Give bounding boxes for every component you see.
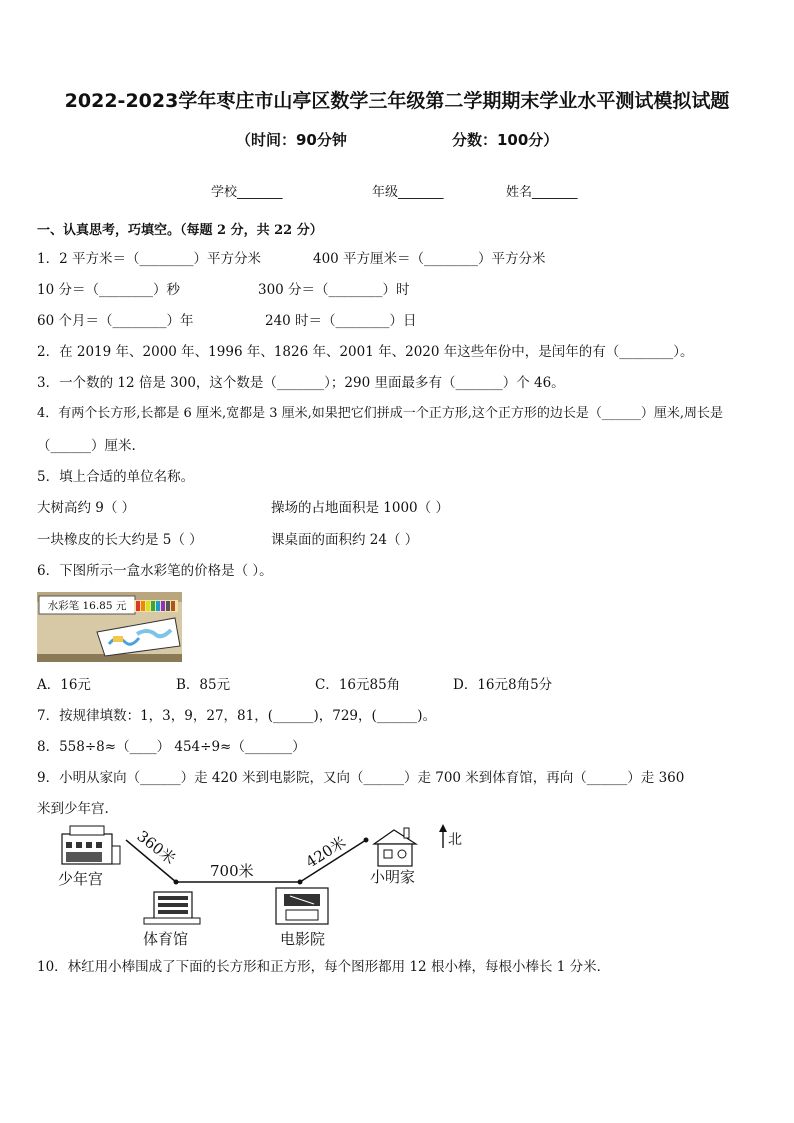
q8: 8．558÷8≈（____） 454÷9≈（_______） [37,739,306,755]
q4-line2: （______）厘米. [37,438,136,454]
q1-c: 10 分＝（________）秒 [37,282,180,298]
exam-time: （时间：90分钟 [236,131,347,149]
watercolor-pen-box-image [37,592,182,662]
q3: 3．一个数的 12 倍是 300，这个数是（_______）；290 里面最多有（_______）个 46。 [37,375,565,391]
label-420: 420米 [302,833,350,872]
exam-score: 分数：100分） [452,131,559,149]
q4-line1: 4．有两个长方形,长都是 6 厘米,宽都是 3 厘米,如果把它们拼成一个正方形,这个正方形的边长是（______）厘米,周长是 [37,406,724,421]
q1-a: 1．2 平方米＝（________）平方分米 [37,251,261,267]
q10: 10．林红用小棒围成了下面的长方形和正方形，每个图形都用 12 根小棒，每根小棒长 1 分米． [37,959,611,975]
q6-option-d[interactable]: D．16元8角5分 [453,677,553,693]
price-tag: 水彩笔 16.85 元 [47,600,127,612]
q6-option-a[interactable]: A．16元 [37,677,91,693]
section-heading: 一、认真思考，巧填空。（每题 2 分，共 22 分） [37,223,323,238]
label-north: 北 [448,832,462,848]
youth-palace-icon [62,826,120,864]
q9-line1: 9．小明从家向（______）走 420 米到电影院，又向（______）走 700 米到体育馆，再向（______）走 360 [37,770,685,786]
q1-d: 300 分＝（________）时 [258,282,410,298]
label-700: 700米 [210,862,254,880]
q1-b: 400 平方厘米＝（________）平方分米 [313,251,546,267]
grade-field[interactable]: 年级_______ [372,185,444,200]
home-icon [374,828,416,866]
page-title: 2022-2023学年枣庄市山亭区数学三年级第二学期期末学业水平测试模拟试题 [64,90,730,112]
q1-e: 60 个月＝（________）年 [37,313,194,329]
label-youth-palace: 少年宫 [58,870,104,888]
cinema-icon [276,888,328,924]
gym-icon [144,892,200,924]
q5-b: 操场的占地面积是 1000（ ） [271,500,449,516]
q6-option-b[interactable]: B．85元 [176,677,231,693]
q9-line2: 米到少年宫. [37,801,109,817]
label-360: 360米 [133,826,180,869]
q5-a: 大树高约 9（ ） [37,500,136,516]
label-cinema: 电影院 [280,930,326,948]
school-field[interactable]: 学校_______ [211,185,283,200]
route-map [48,822,468,957]
q6-stem: 6．下图所示一盒水彩笔的价格是（ ）。 [37,563,273,579]
q5-stem: 5．填上合适的单位名称。 [37,469,195,485]
q6-option-c[interactable]: C．16元85角 [315,677,401,693]
q2: 2．在 2019 年、2000 年、1996 年、1826 年、2001 年、2020 年这些年份中，是闰年的有（________）。 [37,344,694,360]
q1-f: 240 时＝（________）日 [265,313,417,329]
label-home: 小明家 [370,868,416,886]
name-field[interactable]: 姓名_______ [506,185,578,200]
north-arrow-icon [439,824,447,848]
label-gym: 体育馆 [143,930,189,948]
q5-d: 课桌面的面积约 24（ ） [271,532,419,548]
q5-c: 一块橡皮的长大约是 5（ ） [37,532,203,548]
q7: 7．按规律填数：1，3，9，27，81，(______)，729，(______)。 [37,708,437,724]
